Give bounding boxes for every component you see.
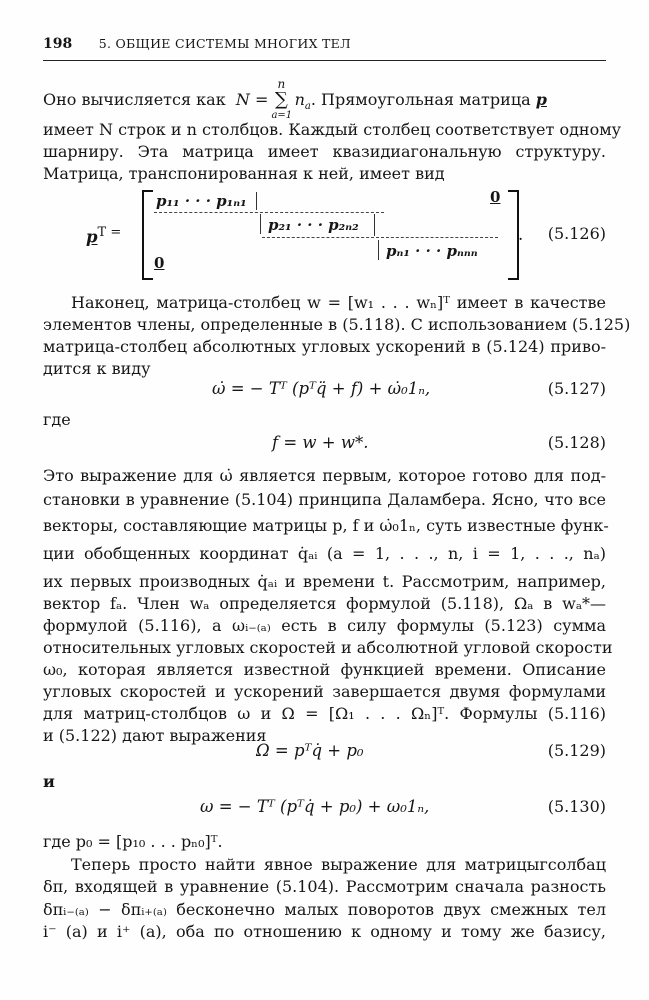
para2-line4: дится к виду bbox=[43, 359, 151, 378]
eq126-lhs-p: p bbox=[86, 227, 98, 247]
n-equals: N = bbox=[235, 90, 269, 109]
equation-5-126 bbox=[86, 190, 526, 280]
eq126-lhs-sup: T = bbox=[97, 225, 122, 240]
block3-left-bar bbox=[378, 240, 379, 260]
page-number: 198 bbox=[43, 36, 73, 52]
chapter-title: 5. ОБЩИЕ СИСТЕМЫ МНОГИХ ТЕЛ bbox=[98, 36, 351, 51]
para3-line5: их первых производных q̇ₐᵢ и времени t. Рассмотрим, например, bbox=[43, 572, 606, 591]
eq126-period: . bbox=[518, 225, 524, 244]
where-p0: где p₀ = [p₁₀ . . . pₙ₀]ᵀ. bbox=[43, 832, 223, 851]
para4-line2: δπ, входящей в уравнение (5.104). Рассмотрим сначала разность bbox=[43, 877, 606, 896]
zero-lower-left: 0 bbox=[154, 254, 165, 272]
sum-term: n bbox=[294, 90, 305, 109]
matrix-p-symbol: p bbox=[535, 90, 547, 109]
para2-line2: элементов члены, определенные в (5.118). С использованием (5.125) bbox=[43, 315, 631, 334]
para3-line9: ω₀, которая является известной функцией времени. Описание bbox=[43, 660, 606, 679]
para3-line11: для матриц-столбцов ω и Ω = [Ω₁ . . . Ωₙ]ᵀ. Формулы (5.116) bbox=[43, 704, 606, 723]
sum-lower-limit: a=1 bbox=[271, 110, 293, 121]
para3-line4: ции обобщенных координат q̇ₐᵢ (a = 1, . . ., n, i = 1, . . ., nₐ) bbox=[43, 544, 606, 563]
para3-line12: и (5.122) дают выражения bbox=[43, 726, 267, 745]
para4-line3: δπᵢ₋₍ₐ₎ − δπᵢ₊₍ₐ₎ бесконечно малых поворотов двух смежных тел bbox=[43, 900, 606, 919]
and-word: и bbox=[43, 772, 55, 791]
running-header bbox=[43, 36, 603, 52]
para1-line4: Матрица, транспонированная к ней, имеет вид bbox=[43, 164, 445, 183]
para1-text-a: Оно вычисляется как bbox=[43, 90, 226, 109]
matrix-block-1: p₁₁ · · · p₁ₙ₁ bbox=[156, 192, 247, 210]
para1-line3: шарниру. Эта матрица имеет квазидиагональную структуру. bbox=[43, 142, 606, 161]
eq126-lhs bbox=[86, 222, 121, 249]
matrix-block-3: pₙ₁ · · · pₙₙₙ bbox=[386, 242, 478, 260]
eq126-number: (5.126) bbox=[547, 224, 606, 243]
para2-line1: Наконец, матрица-столбец w = [w₁ . . . wₙ]ᵀ имеет в качестве bbox=[71, 293, 606, 312]
equation-5-128: f = w + w*. bbox=[272, 433, 369, 452]
block2-left-bar bbox=[260, 214, 261, 234]
para1-text-b: . Прямоугольная матрица bbox=[310, 90, 531, 109]
para3-line8: относительных угловых скоростей и абсолютной угловой скорости bbox=[43, 638, 613, 657]
header-rule bbox=[43, 60, 606, 61]
para3-line1: Это выражение для ω̇ является первым, которое готово для под- bbox=[43, 466, 606, 485]
para3-line10: угловых скоростей и ускорений завершается двумя формулами bbox=[43, 682, 606, 701]
sum-operator: n ∑ a=1 bbox=[271, 77, 293, 121]
sum-term-subscript: a bbox=[304, 101, 311, 113]
para1-line1 bbox=[43, 77, 606, 121]
block2-right-bar bbox=[374, 214, 375, 236]
para1-line2: имеет N строк и n столбцов. Каждый столбец соответствует одному bbox=[43, 120, 622, 139]
para3-line3: векторы, составляющие матрицы p, f и ω̇₀1ₙ, суть известные функ- bbox=[43, 516, 609, 535]
matrix-block-2: p₂₁ · · · p₂ₙ₂ bbox=[268, 216, 359, 234]
para3-line2: становки в уравнение (5.104) принципа Даламбера. Ясно, что все bbox=[43, 490, 606, 509]
block2-dash bbox=[262, 237, 498, 238]
para4-line1: Теперь просто найти явное выражение для матрицыгсолбац bbox=[71, 855, 606, 874]
eq128-number: (5.128) bbox=[547, 433, 606, 452]
eq129-number: (5.129) bbox=[547, 741, 606, 760]
equation-5-129: Ω = pᵀq̇ + p₀ bbox=[256, 741, 364, 760]
eq127-number: (5.127) bbox=[547, 379, 606, 398]
para2-line3: матрица-столбец абсолютных угловых ускорений в (5.124) приво- bbox=[43, 337, 606, 356]
para3-line7: формулой (5.116), а ωᵢ₋₍ₐ₎ есть в силу формулы (5.123) сумма bbox=[43, 616, 606, 635]
equation-5-127: ω̇ = − Tᵀ (pᵀq̈ + f) + ω̇₀1ₙ, bbox=[212, 379, 431, 398]
equation-5-130: ω = − Tᵀ (pᵀq̇ + p₀) + ω₀1ₙ, bbox=[200, 797, 430, 816]
para3-line6: вектор fₐ. Член wₐ определяется формулой (5.118), Ωₐ в wₐ*— bbox=[43, 594, 606, 613]
where-word: где bbox=[43, 410, 71, 429]
eq130-number: (5.130) bbox=[547, 797, 606, 816]
zero-upper-right: 0 bbox=[490, 188, 501, 206]
block1-dash bbox=[154, 212, 384, 213]
matrix-left-bracket bbox=[142, 190, 153, 280]
para4-line4: i⁻ (a) и i⁺ (a), оба по отношению к одному и тому же базису, bbox=[43, 922, 606, 941]
block1-right-bar bbox=[256, 192, 257, 210]
sum-upper-limit: n bbox=[277, 77, 286, 91]
